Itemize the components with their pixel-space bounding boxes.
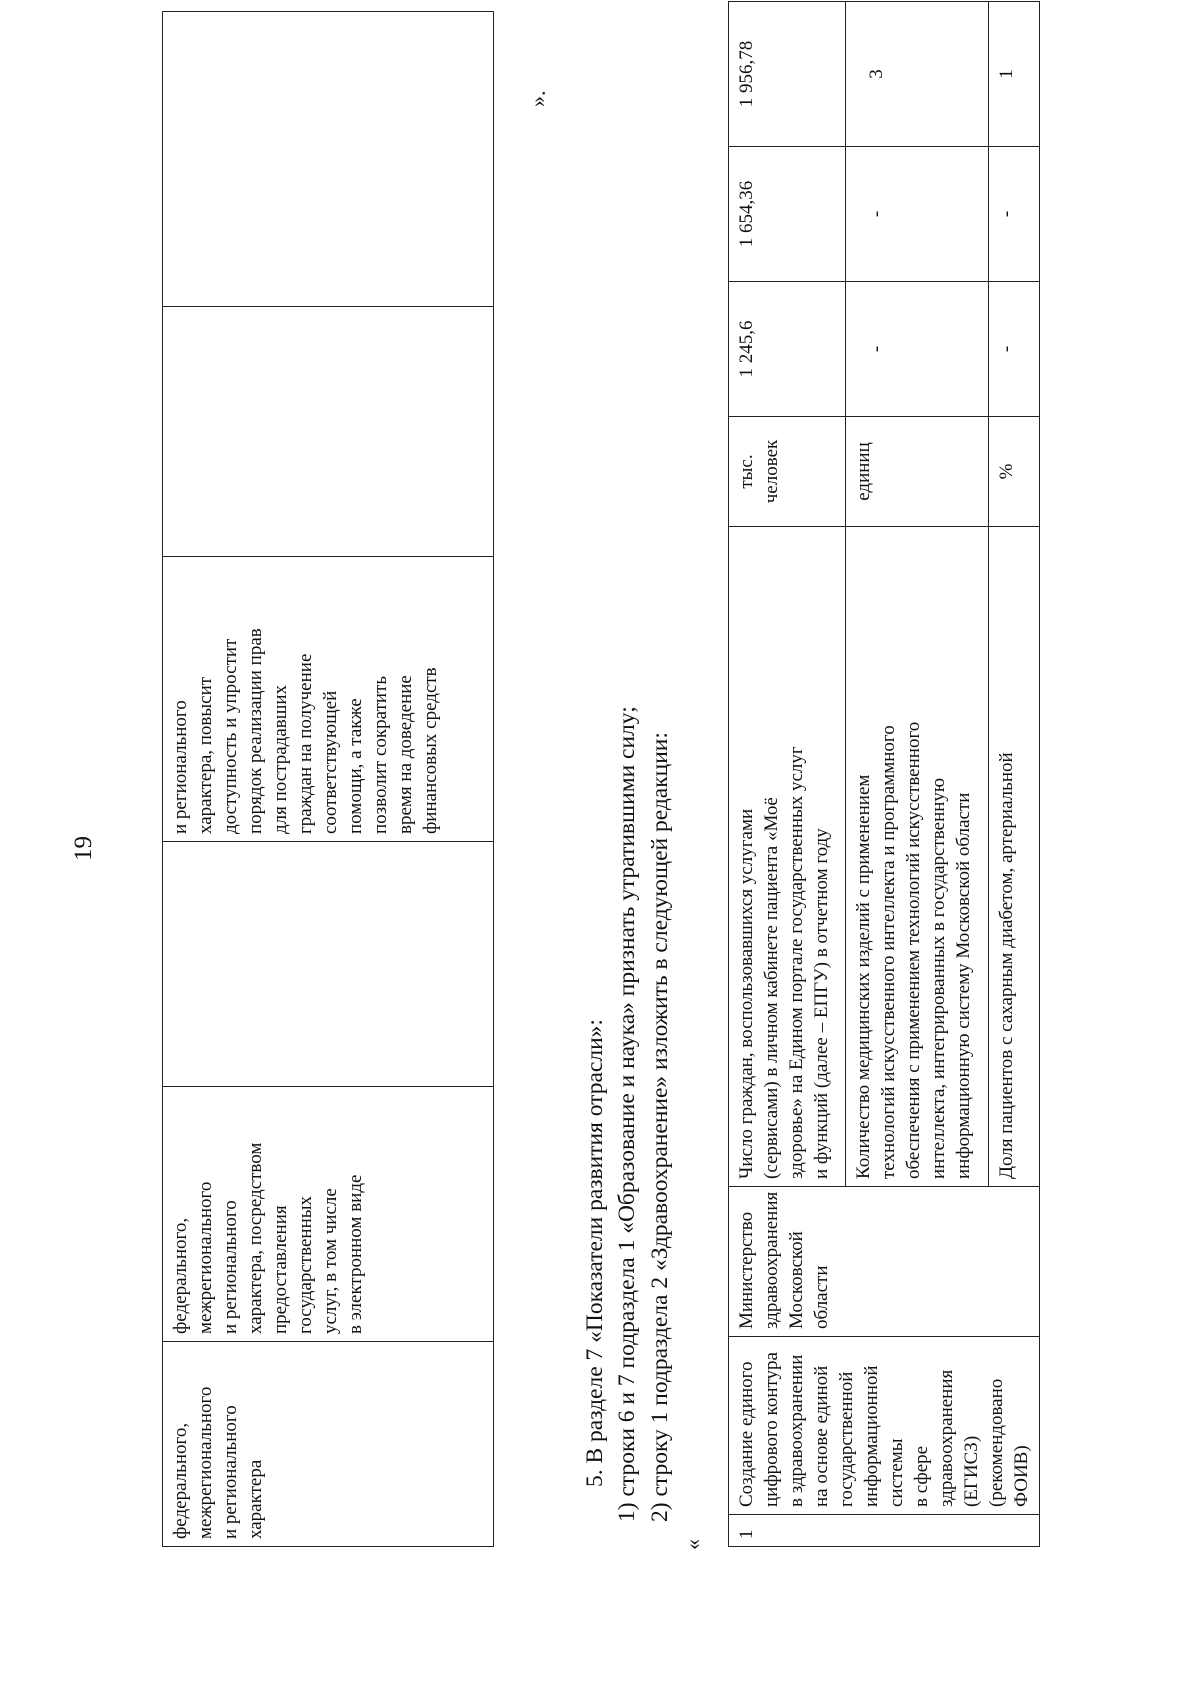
indicator-name: Число граждан, воспользовавшихся услугами (сервисами) в личном кабинете пациента «Моё здоровье» на Едином портале государственных услуг и функций (далее – ЕПГУ) в отчетном году (729, 527, 846, 1187)
opening-quote: « (680, 1539, 705, 1550)
paragraph-section-7: 5. В разделе 7 «Показатели развития отрасли»: (582, 1019, 608, 1487)
top-table-fragment (162, 11, 494, 1547)
indicator-unit: единиц (845, 417, 988, 527)
table-cell: федерального, межрегионального и регионального характера (163, 1342, 494, 1547)
indicator-value-2: 1 654,36 (729, 147, 846, 282)
indicator-value-3: 3 (845, 2, 988, 147)
responsible-ministry: Министерство здравоохранения Московской области (729, 1187, 1040, 1337)
paragraph-item-1: 1) строки 6 и 7 подраздела 1 «Образование и наука» признать утратившими силу; (614, 706, 640, 1522)
row-number: 1 (729, 1515, 1040, 1547)
indicator-name: Доля пациентов с сахарным диабетом, артериальной (989, 527, 1040, 1187)
table-cell (163, 12, 494, 307)
indicator-unit: % (989, 417, 1040, 527)
page-number: 19 (70, 836, 97, 861)
table-cell (163, 307, 494, 557)
table-row (729, 2, 846, 1547)
indicator-value-1: - (845, 282, 988, 417)
project-name: Создание единого цифрового контура в здравоохранении на основе единой государственной информационной системы в сфере здравоохранения (ЕГИСЗ) (рекомендовано ФОИВ) (729, 1337, 1040, 1515)
closing-quote: ». (525, 90, 550, 107)
table-cell: федерального, межрегионального и регионального характера, посредством предоставления государственных услуг, в том числе в электронном виде (163, 1087, 494, 1342)
indicator-name: Количество медицинских изделий с применением технологий искусственного интеллекта и программного обеспечения с применением технологий искусственного интеллекта, интегрированных в государственную информационную систему Московской области (845, 527, 988, 1187)
indicator-unit: тыс. человек (729, 417, 846, 527)
table-row (163, 12, 494, 1547)
paragraph-item-2: 2) строку 1 подраздела 2 «Здравоохранение» изложить в следующей редакции: (647, 732, 673, 1522)
indicator-value-1: 1 245,6 (729, 282, 846, 417)
indicator-value-3: 1 (989, 2, 1040, 147)
indicator-value-2: - (845, 147, 988, 282)
indicator-value-2: - (989, 147, 1040, 282)
table-cell: и регионального характера, повысит доступность и упростит порядок реализации прав для пострадавших граждан на получение соответствующей помощи, а также позволит сократить время на доведение финансовых средств (163, 557, 494, 842)
indicator-value-1: - (989, 282, 1040, 417)
table-cell (163, 842, 494, 1087)
indicators-table (728, 1, 1040, 1547)
indicator-value-3: 1 956,78 (729, 2, 846, 147)
